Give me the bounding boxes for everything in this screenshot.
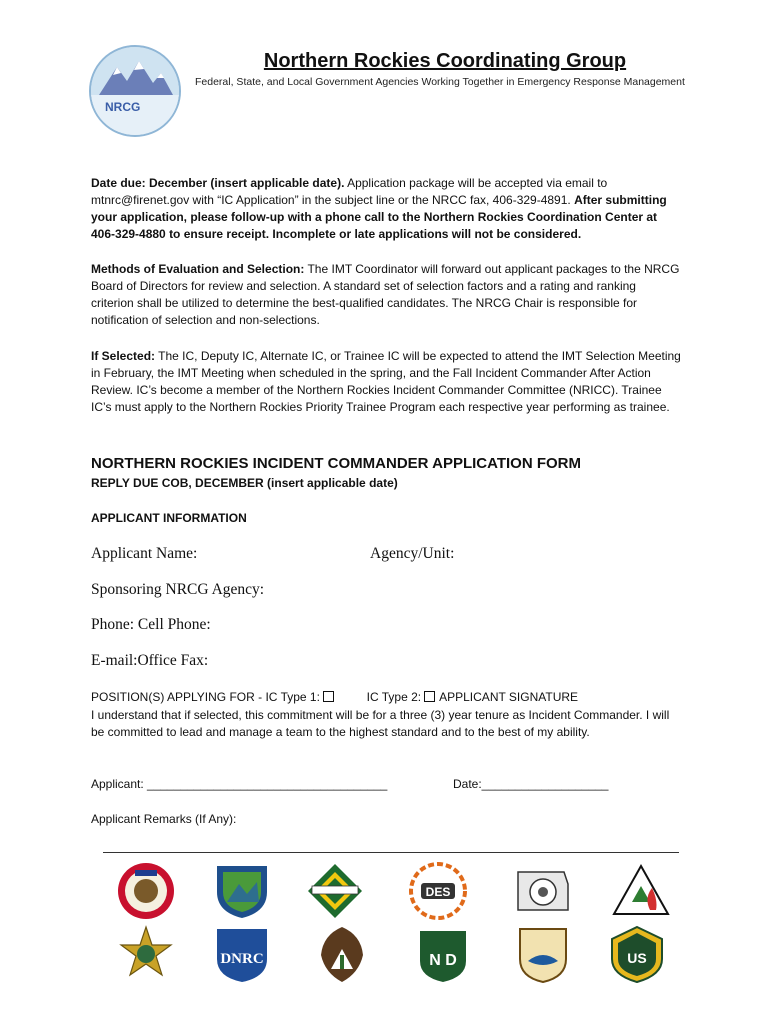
sponsoring-agency-field[interactable]: Sponsoring NRCG Agency: xyxy=(91,581,265,598)
fish-wildlife-seal-icon xyxy=(514,925,572,983)
applicant-signature-line[interactable]: Applicant: ____________________________________ xyxy=(91,777,388,791)
methods-paragraph xyxy=(91,261,681,329)
positions-row xyxy=(91,690,578,704)
form-heading: NORTHERN ROCKIES INCIDENT COMMANDER APPLICATION FORM xyxy=(91,455,581,472)
page-title: Northern Rockies Coordinating Group xyxy=(263,50,627,72)
nps-arrowhead-icon xyxy=(313,925,371,983)
email-field[interactable]: E-mail:Office Fax: xyxy=(91,652,209,669)
date-due-bold: After submitting your application, please follow-up with a phone call to the Northern Rockies Coordination Center at 406-329-4880 to ensure receipt. Incomplete or late applications will not be considered. xyxy=(91,193,667,241)
date-due-label: Date due: December (insert applicable date). xyxy=(91,176,345,190)
dnrc-seal-icon xyxy=(213,925,271,983)
applicant-info-heading: APPLICANT INFORMATION xyxy=(91,511,247,525)
selected-label: If Selected: xyxy=(91,349,156,363)
positions-label: POSITION(S) APPLYING FOR - IC Type 1: xyxy=(91,690,320,704)
us-forest-service-seal-icon xyxy=(608,925,666,983)
reply-due: REPLY DUE COB, DECEMBER (insert applicable date) xyxy=(91,476,398,490)
us-label: US xyxy=(627,950,647,966)
date-due-text: Application package will be accepted via email to mtnrc@firenet.gov with “IC Application” in the subject line or the NRCC fax, 406-329-4891. xyxy=(91,176,608,207)
date-due-paragraph xyxy=(91,175,681,243)
nd-forest-service-seal-icon xyxy=(414,925,472,983)
montana-dnrc-seal-icon xyxy=(514,862,572,920)
signature-label: APPLICANT SIGNATURE xyxy=(439,690,579,704)
selected-paragraph xyxy=(91,348,681,416)
sheriff-star-icon xyxy=(117,925,175,983)
methods-label: Methods of Evaluation and Selection: xyxy=(91,262,305,276)
des-seal-icon xyxy=(409,862,467,920)
idaho-lands-seal-icon xyxy=(306,862,364,920)
logo-text: NRCG xyxy=(105,100,141,114)
methods-text: The IMT Coordinator will forward out applicant packages to the NRCG Board of Directors for review and selection. A standard set of selection factors and a rating and ranking criterion shall be utilized to determine the best-qualified candidates. The NRCG Chair is responsible for notification of selection and non-selections. xyxy=(91,262,680,327)
divider xyxy=(103,852,679,853)
bia-seal-icon xyxy=(117,862,175,920)
dnrc-label: DNRC xyxy=(220,951,264,967)
page-subtitle: Federal, State, and Local Government Agencies Working Together in Emergency Response Management xyxy=(195,76,685,88)
fire-triangle-seal-icon xyxy=(612,862,670,920)
date-line[interactable]: Date:___________________ xyxy=(453,777,609,791)
commitment-text: I understand that if selected, this commitment will be for a three (3) year tenure as Incident Commander. I will be committed to lead and manage a team to the highest standard and to the best of my ability. xyxy=(91,708,670,739)
nd-label: N D xyxy=(429,952,457,969)
agency-unit-field[interactable]: Agency/Unit: xyxy=(370,545,455,562)
ic-type1-checkbox[interactable] xyxy=(323,691,334,702)
selected-text: The IC, Deputy IC, Alternate IC, or Trainee IC will be expected to attend the IMT Selection Meeting in February, the IMT Meeting when scheduled in the spring, and the Fall Incident Commander After Action Review. IC’s become a member of the Northern Rockies Incident Commander Committee (NRICC). Trainee IC’s must apply to the Northern Rockies Priority Trainee Program each respective year performing as trainee. xyxy=(91,349,681,414)
applicant-name-field[interactable]: Applicant Name: xyxy=(91,545,198,562)
des-label: DES xyxy=(425,885,451,899)
phone-field[interactable]: Phone: Cell Phone: xyxy=(91,616,211,633)
blm-seal-icon xyxy=(213,862,271,920)
ic-type2-label: IC Type 2: xyxy=(366,690,422,704)
remarks-label: Applicant Remarks (If Any): xyxy=(91,812,237,826)
ic-type2-checkbox[interactable] xyxy=(424,691,435,702)
